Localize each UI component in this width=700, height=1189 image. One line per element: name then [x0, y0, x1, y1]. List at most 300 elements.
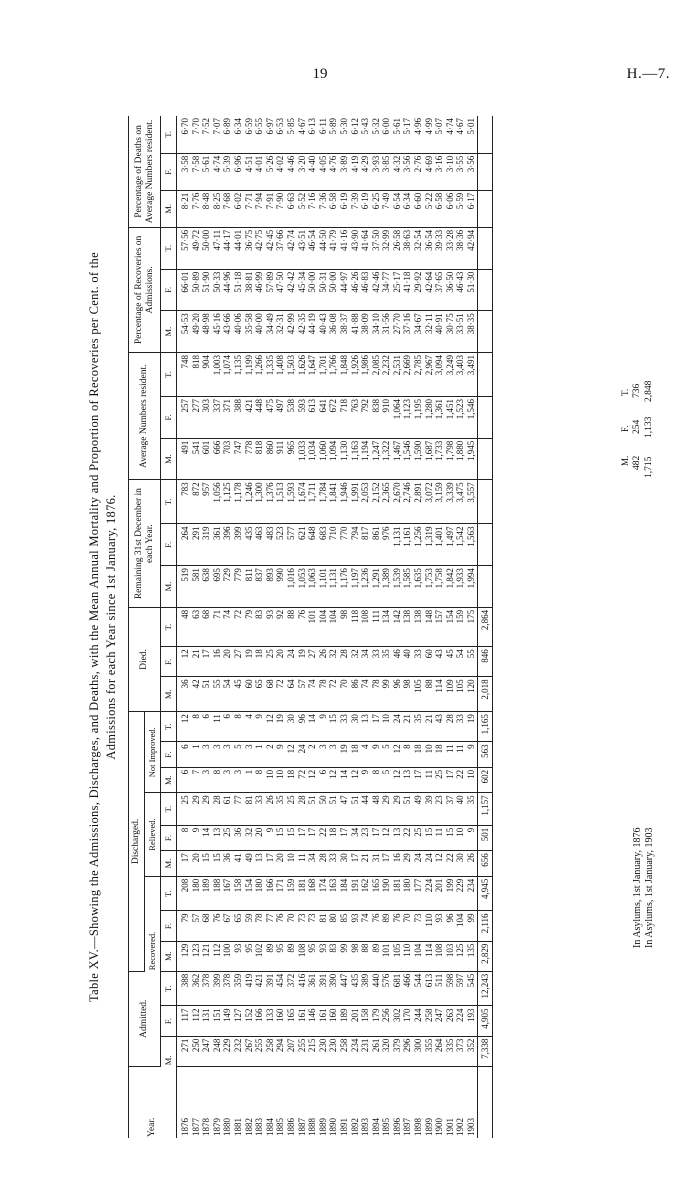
- table-cell: 188: [212, 876, 223, 911]
- table-cell: 12: [381, 825, 392, 850]
- table-cell: 1,056: [212, 480, 223, 524]
- table-cell: 109: [445, 677, 456, 712]
- table-cell: 1,542: [455, 524, 466, 566]
- table-cell: 89: [371, 941, 382, 971]
- table-cell: 838: [371, 397, 382, 439]
- table-cell: 44·97: [339, 269, 350, 311]
- table-cell: 33: [254, 793, 265, 825]
- table-cell: 234: [350, 1036, 361, 1066]
- table-cell: 93: [265, 607, 276, 646]
- table-cell: 475: [265, 397, 276, 439]
- table-cell: 957: [201, 480, 212, 524]
- table-cell: 36·54: [424, 227, 435, 269]
- table-cell: 46·83: [360, 269, 371, 311]
- table-cell: 103: [445, 941, 456, 971]
- table-cell: 18: [434, 742, 445, 767]
- table-cell: 1,064: [392, 397, 403, 439]
- table-cell: 51: [350, 793, 361, 825]
- table-cell: 244: [413, 1006, 424, 1036]
- table-cell: 24: [286, 647, 297, 677]
- table-cell: 12: [328, 767, 339, 792]
- table-cell: 42: [191, 677, 202, 712]
- table-cell: 21: [191, 647, 202, 677]
- table-cell: 27: [233, 647, 244, 677]
- table-cell: 17: [371, 712, 382, 742]
- table-cell: 3·58: [177, 153, 191, 190]
- table-cell: 11: [445, 742, 456, 767]
- table-cell: 33: [339, 712, 350, 742]
- table-cell: 159: [286, 876, 297, 911]
- table-cell: 2,670: [392, 480, 403, 524]
- table-cell: 149: [222, 1006, 233, 1036]
- table-cell: 17: [350, 851, 361, 876]
- table-cell: 264: [434, 1036, 445, 1066]
- table-cell: 42·45: [265, 227, 276, 269]
- table-cell: 14: [201, 825, 212, 850]
- table-cell: 4: [244, 712, 255, 742]
- table-cell: 104: [413, 941, 424, 971]
- table-cell: 4·19: [350, 153, 361, 190]
- sex-header-cell: M.: [161, 677, 177, 712]
- table-cell: 598: [445, 971, 456, 1006]
- table-cell: 379: [392, 1036, 403, 1066]
- table-cell: 2,365: [381, 480, 392, 524]
- table-cell: 101: [307, 607, 318, 646]
- table-cell: 1,758: [434, 566, 445, 608]
- table-cell: 17: [201, 647, 212, 677]
- table-cell: 523: [275, 524, 286, 566]
- table-row: [402, 116, 413, 1138]
- table-cell: 180: [402, 876, 413, 911]
- table-cell: 36·75: [244, 227, 255, 269]
- table-cell: 2,891: [413, 480, 424, 524]
- table-cell: 3: [201, 767, 212, 792]
- table-cell: 1,467: [392, 438, 403, 480]
- table-cell: 247: [434, 1006, 445, 1036]
- table-cell: 215: [307, 1036, 318, 1066]
- table-cell: 5·39: [222, 153, 233, 190]
- table-cell: 96: [392, 677, 403, 712]
- table-cell: 1,513: [275, 480, 286, 524]
- table-cell: 20: [254, 825, 265, 850]
- table-cell: 9: [191, 825, 202, 850]
- table-cell: 108: [297, 941, 308, 971]
- table-cell: 1,246: [244, 480, 255, 524]
- table-cell: 4·99: [424, 116, 435, 153]
- table-cell: 373: [455, 1036, 466, 1066]
- table-cell: 29: [191, 793, 202, 825]
- table-cell: 21: [402, 712, 413, 742]
- table-cell: 40·00: [254, 311, 265, 353]
- table-cell: 4·32: [392, 153, 403, 190]
- table-cell: 15: [424, 825, 435, 850]
- table-cell: 3,249: [445, 352, 456, 396]
- table-cell: 1,546: [402, 438, 413, 480]
- table-cell: 1,841: [328, 480, 339, 524]
- sex-header-cell: F.: [161, 647, 177, 677]
- table-cell: 41·79: [328, 227, 339, 269]
- table-cell: 4·67: [297, 116, 308, 153]
- sex-header-cell: T.: [161, 116, 177, 153]
- col-pct-deaths: Percentage of Deaths on Average Numbers resident.: [129, 116, 161, 227]
- totals-cell: 2,116: [477, 911, 493, 941]
- table-cell: 258: [424, 1006, 435, 1036]
- table-cell: 391: [318, 971, 329, 1006]
- totals-empty-cell: [477, 269, 493, 311]
- table-cell: 189: [339, 1006, 350, 1036]
- table-cell: 148: [424, 607, 435, 646]
- table-cell: 36·50: [445, 269, 456, 311]
- table-cell: 47·11: [212, 227, 223, 269]
- table-cell: 201: [434, 876, 445, 911]
- table-cell: 3: [212, 742, 223, 767]
- table-cell: 1: [191, 742, 202, 767]
- table-cell: 1,701: [318, 352, 329, 396]
- table-cell: 93: [434, 911, 445, 941]
- year-cell: 1877: [190, 1118, 201, 1136]
- sex-header-cell: F.: [161, 269, 177, 311]
- table-cell: 5·89: [328, 116, 339, 153]
- table-cell: 729: [222, 566, 233, 608]
- sex-header-row: [161, 116, 177, 1138]
- table-cell: 2,531: [392, 352, 403, 396]
- table-cell: 1,247: [371, 438, 382, 480]
- table-cell: 9: [360, 767, 371, 792]
- table-cell: 161: [318, 1006, 329, 1036]
- table-cell: 6: [177, 767, 191, 792]
- table-cell: 57: [191, 911, 202, 941]
- table-cell: 28: [339, 647, 350, 677]
- table-cell: 189: [201, 876, 212, 911]
- table-cell: 114: [424, 941, 435, 971]
- table-cell: 818: [191, 352, 202, 396]
- table-cell: 40: [402, 647, 413, 677]
- table-cell: 2,232: [381, 352, 392, 396]
- col-died: Died.: [129, 607, 161, 711]
- col-admitted: Admitted.: [129, 971, 161, 1066]
- table-cell: 1,994: [466, 566, 477, 608]
- table-cell: 5·43: [360, 116, 371, 153]
- table-cell: 300: [413, 1036, 424, 1066]
- table-cell: 48·98: [201, 311, 212, 353]
- table-cell: 42·94: [466, 227, 477, 269]
- table-cell: 15: [328, 712, 339, 742]
- table-cell: 990: [275, 566, 286, 608]
- table-cell: 447: [339, 971, 350, 1006]
- table-cell: 3: [222, 767, 233, 792]
- table-cell: 180: [254, 876, 265, 911]
- table-cell: 78: [371, 677, 382, 712]
- table-cell: 55: [212, 677, 223, 712]
- year-cell: 1897: [402, 1118, 413, 1136]
- sex-header-cell: T.: [161, 480, 177, 524]
- table-title: [86, 112, 120, 1142]
- table-cell: 3·20: [297, 153, 308, 190]
- table-cell: 5·85: [286, 116, 297, 153]
- table-cell: 28: [212, 793, 223, 825]
- table-cell: 41: [233, 851, 244, 876]
- year-cell: 1885: [275, 1118, 286, 1136]
- table-cell: 818: [254, 438, 265, 480]
- table-cell: 51·30: [466, 269, 477, 311]
- col-average: Average Numbers resident.: [129, 352, 161, 479]
- table-cell: 8·21: [177, 190, 191, 227]
- table-cell: 76: [392, 911, 403, 941]
- table-cell: 85: [339, 911, 350, 941]
- totals-cell: 12,243: [477, 971, 493, 1006]
- table-cell: 33: [455, 712, 466, 742]
- table-cell: 88: [424, 677, 435, 712]
- sex-header-cell: T.: [161, 227, 177, 269]
- table-cell: 37·50: [371, 227, 382, 269]
- table-cell: 10: [286, 851, 297, 876]
- table-row: [233, 116, 244, 1138]
- table-cell: 6·12: [350, 116, 361, 153]
- year-cell: 1901: [444, 1118, 455, 1136]
- table-row: [350, 116, 361, 1138]
- table-cell: 46·99: [254, 269, 265, 311]
- table-cell: 396: [222, 524, 233, 566]
- table-cell: 271: [177, 1036, 191, 1066]
- table-cell: 1,194: [360, 438, 371, 480]
- table-cell: 4·46: [286, 153, 297, 190]
- sex-header-cell: M.: [161, 941, 177, 971]
- table-cell: 98: [402, 677, 413, 712]
- year-cell: 1878: [201, 1118, 212, 1136]
- table-cell: 65: [233, 911, 244, 941]
- sex-header-cell: M.: [161, 311, 177, 353]
- table-cell: 763: [350, 397, 361, 439]
- table-cell: 32·54: [413, 227, 424, 269]
- table-cell: 1,848: [339, 352, 350, 396]
- table-cell: 2,152: [371, 480, 382, 524]
- table-cell: 11: [424, 767, 435, 792]
- col-remaining: Remaining 31st December in each Year.: [129, 480, 161, 607]
- table-cell: 4·05: [318, 153, 329, 190]
- table-cell: 581: [191, 566, 202, 608]
- table-cell: 32·11: [424, 311, 435, 353]
- table-cell: 6·53: [275, 116, 286, 153]
- table-cell: 224: [455, 1006, 466, 1036]
- table-cell: 483: [265, 524, 276, 566]
- totals-empty-cell: [477, 438, 493, 480]
- year-cell: 1890: [328, 1118, 339, 1136]
- table-cell: 3: [222, 742, 233, 767]
- table-cell: 613: [307, 397, 318, 439]
- table-cell: 29: [402, 851, 413, 876]
- table-cell: 1,926: [350, 352, 361, 396]
- table-cell: 93: [350, 911, 361, 941]
- table-cell: 63: [191, 607, 202, 646]
- table-cell: 8: [233, 712, 244, 742]
- table-cell: 38·81: [244, 269, 255, 311]
- table-cell: 683: [318, 524, 329, 566]
- table-cell: 30: [455, 851, 466, 876]
- table-cell: 25: [265, 647, 276, 677]
- table-cell: 7·68: [222, 190, 233, 227]
- table-cell: 112: [191, 1006, 202, 1036]
- totals-label: [477, 1066, 493, 1138]
- table-cell: 3,072: [424, 480, 435, 524]
- table-cell: 49·72: [191, 227, 202, 269]
- table-cell: 12: [286, 742, 297, 767]
- table-cell: 19: [466, 712, 477, 742]
- table-cell: 3: [318, 742, 329, 767]
- table-cell: 28: [445, 712, 456, 742]
- table-cell: 5·32: [371, 116, 382, 153]
- table-cell: 51·18: [233, 269, 244, 311]
- table-cell: 14: [339, 767, 350, 792]
- table-cell: 18: [413, 742, 424, 767]
- table-cell: 68: [265, 677, 276, 712]
- table-cell: 25: [222, 825, 233, 850]
- table-cell: 703: [222, 438, 233, 480]
- table-cell: 165: [371, 876, 382, 911]
- table-cell: 1,523: [455, 397, 466, 439]
- table-cell: 96: [445, 911, 456, 941]
- table-cell: 15: [212, 851, 223, 876]
- admissions-table: [128, 116, 493, 1138]
- table-cell: 435: [350, 971, 361, 1006]
- table-cell: 44·96: [222, 269, 233, 311]
- totals-cell: 2,829: [477, 941, 493, 971]
- table-cell: 64: [286, 677, 297, 712]
- table-cell: 391: [265, 971, 276, 1006]
- table-cell: 37·65: [434, 269, 445, 311]
- table-cell: 7·16: [307, 190, 318, 227]
- table-cell: 81: [318, 911, 329, 941]
- table-cell: 99: [339, 941, 350, 971]
- table-cell: 3,403: [455, 352, 466, 396]
- totals-cell: 846: [477, 647, 493, 677]
- table-cell: 25·17: [392, 269, 403, 311]
- table-cell: 102: [254, 941, 265, 971]
- table-cell: 24: [413, 851, 424, 876]
- table-cell: 49: [244, 851, 255, 876]
- table-cell: 361: [307, 971, 318, 1006]
- table-cell: 3: [328, 742, 339, 767]
- table-cell: 5: [381, 767, 392, 792]
- table-cell: 291: [191, 524, 202, 566]
- table-cell: 92: [275, 607, 286, 646]
- table-cell: 7·90: [275, 190, 286, 227]
- table-cell: 1,933: [455, 566, 466, 608]
- totals-empty-cell: [477, 153, 493, 190]
- table-cell: 1,593: [286, 480, 297, 524]
- table-cell: 174: [318, 876, 329, 911]
- table-row: [201, 116, 212, 1138]
- table-cell: 621: [297, 524, 308, 566]
- table-cell: 6·34: [402, 190, 413, 227]
- table-cell: 1,361: [434, 397, 445, 439]
- year-cell: 1889: [317, 1118, 328, 1136]
- table-cell: 4·69: [424, 153, 435, 190]
- table-cell: 779: [233, 566, 244, 608]
- table-cell: 811: [244, 566, 255, 608]
- table-cell: 2: [265, 742, 276, 767]
- table-cell: 638: [201, 566, 212, 608]
- year-cell: 1898: [413, 1118, 424, 1136]
- table-cell: 77: [265, 911, 276, 941]
- col-year: Year.: [129, 1066, 177, 1138]
- table-cell: 2·76: [413, 153, 424, 190]
- table-cell: 14: [307, 712, 318, 742]
- table-cell: 57·89: [265, 269, 276, 311]
- table-cell: 18: [254, 647, 265, 677]
- table-cell: 49: [413, 793, 424, 825]
- table-cell: 6·25: [371, 190, 382, 227]
- table-cell: 96: [297, 712, 308, 742]
- table-cell: 3·85: [381, 153, 392, 190]
- table-cell: 783: [177, 480, 191, 524]
- table-cell: 17: [371, 825, 382, 850]
- table-cell: 31·56: [381, 311, 392, 353]
- table-cell: 1,401: [434, 524, 445, 566]
- table-cell: 41·64: [360, 227, 371, 269]
- table-cell: 36: [233, 825, 244, 850]
- table-cell: 160: [328, 1006, 339, 1036]
- table-cell: 50·31: [318, 269, 329, 311]
- table-cell: 68: [201, 607, 212, 646]
- table-cell: 33: [371, 647, 382, 677]
- table-cell: 133: [265, 1006, 276, 1036]
- table-cell: 597: [455, 971, 466, 1006]
- table-cell: 538: [286, 397, 297, 439]
- table-cell: 34·10: [371, 311, 382, 353]
- table-cell: 6·60: [413, 190, 424, 227]
- table-cell: 872: [191, 480, 202, 524]
- table-cell: 5·26: [265, 153, 276, 190]
- table-cell: 4·76: [328, 153, 339, 190]
- totals-empty-cell: [477, 524, 493, 566]
- table-cell: 577: [286, 524, 297, 566]
- table-cell: 335: [445, 1036, 456, 1066]
- table-cell: 6·02: [233, 190, 244, 227]
- table-cell: 2,746: [402, 480, 413, 524]
- table-cell: 45: [233, 677, 244, 712]
- table-cell: 1,590: [413, 438, 424, 480]
- table-cell: 44·01: [233, 227, 244, 269]
- table-cell: 36: [177, 677, 191, 712]
- table-cell: 1,946: [339, 480, 350, 524]
- table-cell: 320: [381, 1036, 392, 1066]
- table-cell: 48: [371, 793, 382, 825]
- table-cell: 12: [265, 712, 276, 742]
- table-cell: 30: [350, 712, 361, 742]
- table-cell: 138: [413, 607, 424, 646]
- table-cell: 6·19: [360, 190, 371, 227]
- sex-header-cell: T.: [161, 712, 177, 742]
- table-cell: 9: [466, 825, 477, 850]
- table-title-line1: Table XV.—Showing the Admissions, Discharges, and Deaths, with the Mean Annual Mortality and Proportion of Recoveries per Cent. of the: [87, 252, 101, 1002]
- table-cell: 89: [381, 911, 392, 941]
- table-cell: 20: [275, 647, 286, 677]
- table-cell: 1,060: [318, 438, 329, 480]
- table-cell: 20: [275, 851, 286, 876]
- totals-empty-cell: [477, 480, 493, 524]
- table-cell: 1,753: [424, 566, 435, 608]
- table-cell: 4·40: [307, 153, 318, 190]
- table-cell: 135: [466, 941, 477, 971]
- totals-cell: 563: [477, 742, 493, 767]
- table-cell: 234: [466, 876, 477, 911]
- table-row: [434, 116, 445, 1138]
- table-cell: 792: [360, 397, 371, 439]
- summary-1903-f: 1,133: [644, 416, 654, 438]
- table-cell: 1,945: [466, 438, 477, 480]
- table-cell: 6·17: [466, 190, 477, 227]
- table-cell: 80: [328, 911, 339, 941]
